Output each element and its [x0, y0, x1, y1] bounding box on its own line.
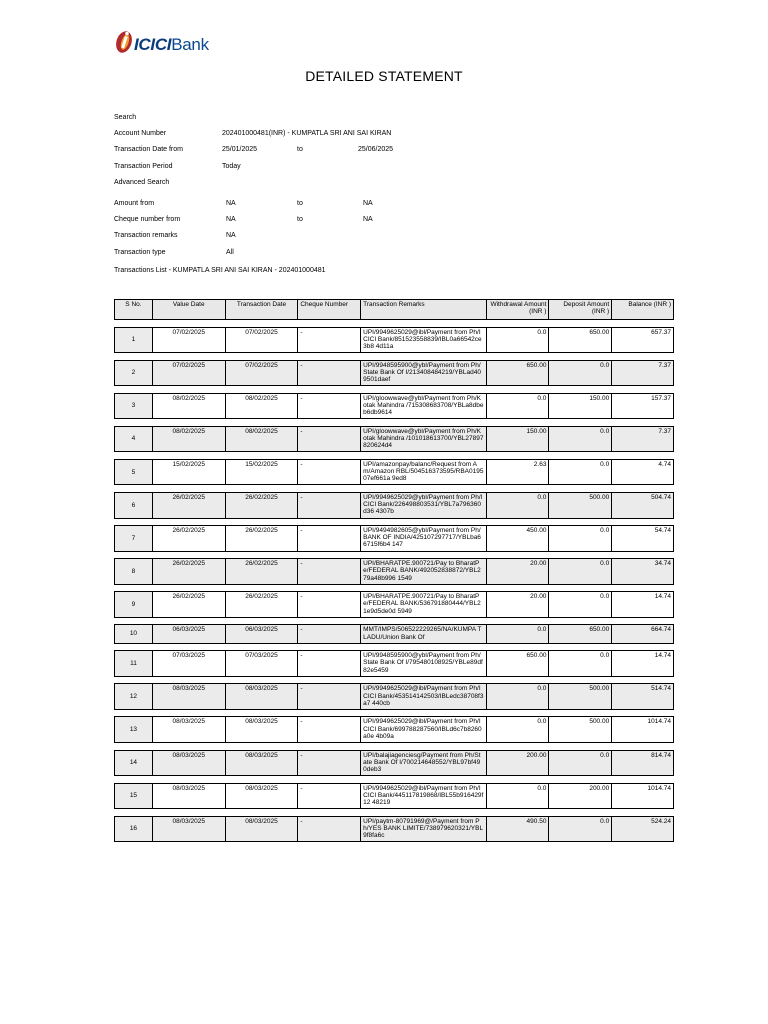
cell-balance: 524.24 — [612, 817, 673, 842]
header-balance: Balance (INR ) — [612, 300, 673, 319]
cell-balance: 14.74 — [654, 593, 671, 601]
cell-transaction-date: 07/02/2025 — [226, 361, 299, 386]
cell-withdrawal: 20.00 — [487, 559, 550, 584]
cell-deposit: 0.0 — [549, 751, 612, 776]
table-row — [114, 492, 674, 519]
account-label: Account Number — [114, 130, 167, 138]
cell-balance: 514.74 — [612, 684, 673, 709]
cell-balance: 4.74 — [658, 460, 671, 468]
transactions-list-title: Transactions List - KUMPATLA SRI ANI SAI KIRAN - 202401000481 — [114, 267, 326, 274]
cell-remarks: UPI/paytm-80791969@/Payment from Ph/YES BANK LIMITE/738979620321/YBL9f8fa6c — [361, 817, 487, 842]
cell-value-date: 08/03/2025 — [153, 684, 226, 709]
amount-from-value: NA — [226, 199, 236, 207]
cell-value-date: 26/02/2025 — [153, 592, 226, 617]
cell-deposit: 500.00 — [549, 717, 612, 742]
cell-cheque-number: - — [298, 784, 361, 809]
cell-cheque-number: - — [298, 526, 361, 551]
date-to-label: to — [297, 146, 303, 154]
cell-value-date: 06/03/2025 — [153, 625, 226, 642]
remarks-value: NA — [226, 232, 236, 240]
cell-withdrawal: 0.0 — [487, 394, 550, 419]
cell-balance: 1014.74 — [647, 718, 671, 726]
cell-remarks: UPI/9949625029@ibl/Payment from Ph/ICICI Bank/699788287560/IBLd6c7b8260a0e 4b09a — [361, 717, 487, 742]
cell-remarks: UPI/BHARATPE.900721/Pay to BharatPe/FEDERAL BANK/536791880444/YBL21e9d5de0d 5949 — [361, 592, 487, 617]
table-body — [114, 327, 674, 843]
page-title: DETAILED STATEMENT — [305, 68, 463, 84]
cell-transaction-date: 26/02/2025 — [226, 559, 299, 584]
cell-value-date: 08/03/2025 — [153, 784, 226, 809]
cell-transaction-date: 08/03/2025 — [226, 684, 299, 709]
period-label: Transaction Period — [114, 162, 173, 170]
date-from-label: Transaction Date from — [114, 146, 183, 154]
cell-remarks: UPI/amazonpay/balanc/Request from Am/Amazon RBL/504516373595/RBA019507ef661a 9ed8 — [361, 460, 487, 485]
amount-to-value: NA — [363, 199, 373, 207]
cheque-from-value: NA — [226, 216, 236, 224]
cell-balance: 34.74 — [612, 559, 673, 584]
cell-transaction-date: 26/02/2025 — [226, 592, 299, 617]
cell-remarks: UPI/9949625029@ibl/Payment from Ph/ICICI Bank/851523558839/IBL0a66542ce3b8 4d11a — [361, 328, 487, 353]
cell-remarks: UPI/9949625029@ybl/Payment from Ph/ICICI Bank/226498803531/YBL7a796360d36 4307b — [361, 493, 487, 518]
cell-deposit: 0.0 — [549, 651, 612, 676]
cell-transaction-date: 08/03/2025 — [226, 751, 299, 776]
cell-deposit: 500.00 — [549, 684, 612, 709]
cell-transaction-date: 07/03/2025 — [226, 651, 299, 676]
logo-text-bank: Bank — [171, 35, 209, 54]
remarks-label: Transaction remarks — [114, 232, 178, 240]
cell-sno: 6 — [115, 493, 153, 518]
cell-withdrawal: 150.00 — [487, 427, 550, 452]
cell-deposit: 0.0 — [549, 592, 612, 617]
search-heading-row — [114, 114, 674, 130]
period-value: Today — [222, 162, 241, 170]
cell-withdrawal: 200.00 — [487, 751, 550, 776]
cell-value-date: 26/02/2025 — [153, 526, 226, 551]
cell-withdrawal: 0.0 — [487, 717, 550, 742]
cell-cheque-number: - — [298, 717, 361, 742]
cell-deposit: 650.00 — [549, 328, 612, 353]
cell-cheque-number: - — [298, 625, 361, 642]
remarks-row — [114, 232, 674, 248]
cell-value-date: 07/03/2025 — [153, 651, 226, 676]
cell-deposit: 0.0 — [549, 559, 612, 584]
cell-cheque-number: - — [298, 460, 361, 485]
cell-remarks: MMT/IMPS/506522229265/NA/KUMPA TLADU/Union Bank Of — [361, 625, 487, 642]
table-row — [114, 783, 674, 810]
cell-balance: 664.74 — [612, 625, 673, 642]
date-range-row — [114, 146, 674, 162]
cell-transaction-date: 26/02/2025 — [226, 526, 299, 551]
cell-deposit: 200.00 — [549, 784, 612, 809]
cell-sno: 7 — [115, 526, 153, 551]
amount-label: Amount from — [114, 199, 155, 207]
cell-transaction-date: 15/02/2025 — [226, 460, 299, 485]
cell-remarks: UPI/9948595900@ybl/Payment from Ph/State Bank Of I/795480108925/YBLe89df82e5459 — [361, 651, 487, 676]
cell-withdrawal: 0.0 — [487, 328, 550, 353]
amount-to-label: to — [297, 199, 303, 207]
cell-remarks: UPI/9948595900@ybl/Payment from Ph/State Bank Of I/213408484219/YBLad409501daef — [361, 361, 487, 386]
cell-withdrawal: 0.0 — [487, 684, 550, 709]
cell-withdrawal: 2.63 — [487, 460, 550, 485]
table-row — [114, 591, 674, 618]
cell-transaction-date: 08/03/2025 — [226, 784, 299, 809]
cell-transaction-date: 08/02/2025 — [226, 427, 299, 452]
cell-transaction-date: 08/02/2025 — [226, 394, 299, 419]
cell-sno: 10 — [115, 625, 153, 642]
logo-text-icici: ICICI — [134, 35, 172, 54]
cell-remarks: UPI/9494982605@ybl/Payment from Ph/BANK OF INDIA/425107297717/YBLba66715f6b4 147 — [361, 526, 487, 551]
cell-sno: 16 — [115, 817, 153, 842]
type-row — [114, 249, 674, 265]
cell-balance: 7.37 — [612, 361, 673, 386]
cell-withdrawal: 0.0 — [487, 625, 550, 642]
cell-deposit: 0.0 — [549, 460, 612, 485]
search-criteria — [114, 114, 674, 265]
header-deposit: Deposit Amount (INR ) — [549, 300, 612, 319]
cheque-to-value: NA — [363, 216, 373, 224]
cell-value-date: 08/03/2025 — [153, 717, 226, 742]
cell-deposit: 0.0 — [549, 361, 612, 386]
table-row — [114, 558, 674, 585]
type-value: All — [226, 248, 234, 256]
cell-transaction-date: 08/03/2025 — [226, 817, 299, 842]
cell-remarks: UPI/9949625029@ibl/Payment from Ph/ICICI Bank/445117819868/IBL55b916429f12 48219 — [361, 784, 487, 809]
cell-balance: 14.74 — [654, 652, 671, 660]
cell-sno: 14 — [115, 751, 153, 776]
cell-cheque-number: - — [298, 394, 361, 419]
cell-sno: 3 — [115, 394, 153, 419]
cell-cheque-number: - — [298, 651, 361, 676]
cell-value-date: 07/02/2025 — [153, 328, 226, 353]
table-row — [114, 816, 674, 843]
table-row — [114, 393, 674, 420]
cell-balance: 157.37 — [651, 394, 671, 402]
cell-sno: 8 — [115, 559, 153, 584]
cell-remarks: UPI/BHARATPE.900721/Pay to BharatPe/FEDERAL BANK/492052838872/YBL279a48b996 1549 — [361, 559, 487, 584]
cell-value-date: 15/02/2025 — [153, 460, 226, 485]
cell-value-date: 08/03/2025 — [153, 751, 226, 776]
header-cheque-number: Cheque Number — [298, 300, 361, 319]
cell-cheque-number: - — [298, 559, 361, 584]
cell-cheque-number: - — [298, 427, 361, 452]
date-from-value: 25/01/2025 — [222, 146, 258, 154]
cell-sno: 5 — [115, 460, 153, 485]
type-label: Transaction type — [114, 248, 166, 256]
cell-remarks: UPI/balajiagenciesg/Payment from Ph/State Bank Of I/700214648552/YBL97bf490deb3 — [361, 751, 487, 776]
cell-deposit: 0.0 — [549, 817, 612, 842]
cell-sno: 2 — [115, 361, 153, 386]
cell-balance: 814.74 — [612, 751, 673, 776]
cheque-row — [114, 216, 674, 232]
cell-withdrawal: 650.00 — [487, 651, 550, 676]
cheque-label: Cheque number from — [114, 216, 181, 224]
cell-sno: 12 — [115, 684, 153, 709]
cell-cheque-number: - — [298, 493, 361, 518]
cell-transaction-date: 08/03/2025 — [226, 717, 299, 742]
header-value-date: Value Date — [153, 300, 226, 319]
advanced-search-label: Advanced Search — [114, 178, 170, 186]
table-row — [114, 525, 674, 552]
cell-deposit: 500.00 — [549, 493, 612, 518]
cell-cheque-number: - — [298, 817, 361, 842]
cell-value-date: 07/02/2025 — [153, 361, 226, 386]
cell-remarks: UPI/gloowwave@ybl/Payment from Ph/Kotak Mahindra /715308683708/YBLa8dbeb6db9614 — [361, 394, 487, 419]
search-heading: Search — [114, 114, 137, 121]
table-row — [114, 650, 674, 677]
table-header — [114, 299, 674, 320]
table-row — [114, 683, 674, 710]
cell-sno: 4 — [115, 427, 153, 452]
period-row — [114, 163, 674, 179]
cell-cheque-number: - — [298, 592, 361, 617]
table-row — [114, 327, 674, 354]
transactions-table — [114, 299, 674, 842]
cell-cheque-number: - — [298, 751, 361, 776]
cell-transaction-date: 07/02/2025 — [226, 328, 299, 353]
header-transaction-remarks: Transaction Remarks — [361, 300, 487, 319]
table-row — [114, 459, 674, 486]
cell-cheque-number: - — [298, 361, 361, 386]
cell-sno: 13 — [115, 717, 153, 742]
cell-sno: 9 — [115, 592, 153, 617]
cell-balance: 1014.74 — [647, 784, 671, 792]
header-transaction-date: Transaction Date — [226, 300, 299, 319]
cell-balance: 504.74 — [612, 493, 673, 518]
cell-withdrawal: 650.00 — [487, 361, 550, 386]
header-withdrawal: Withdrawal Amount (INR ) — [487, 300, 550, 319]
table-row — [114, 360, 674, 387]
cell-withdrawal: 0.0 — [487, 493, 550, 518]
cell-withdrawal: 450.00 — [487, 526, 550, 551]
cell-withdrawal: 0.0 — [487, 784, 550, 809]
icici-bank-logo — [114, 28, 244, 58]
cell-deposit: 150.00 — [549, 394, 612, 419]
cell-value-date: 08/02/2025 — [153, 394, 226, 419]
account-value: 202401000481(INR) - KUMPATLA SRI ANI SAI KIRAN — [222, 130, 392, 138]
cell-withdrawal: 490.50 — [487, 817, 550, 842]
cell-balance: 54.74 — [654, 527, 671, 535]
cheque-to-label: to — [297, 216, 303, 224]
cell-cheque-number: - — [298, 684, 361, 709]
header-sno: S No. — [115, 300, 153, 319]
cell-transaction-date: 06/03/2025 — [226, 625, 299, 642]
cell-remarks: UPI/9949625029@ibl/Payment from Ph/ICICI Bank/453514142503/IBLedc38708f3a7 440cb — [361, 684, 487, 709]
cell-value-date: 26/02/2025 — [153, 559, 226, 584]
table-row — [114, 624, 674, 643]
cell-deposit: 0.0 — [549, 526, 612, 551]
cell-sno: 1 — [115, 328, 153, 353]
table-row — [114, 426, 674, 453]
cell-cheque-number: - — [298, 328, 361, 353]
cell-value-date: 08/03/2025 — [153, 817, 226, 842]
cell-transaction-date: 26/02/2025 — [226, 493, 299, 518]
cell-value-date: 26/02/2025 — [153, 493, 226, 518]
icici-logo-mark-icon — [114, 28, 136, 58]
amount-row — [114, 200, 674, 216]
cell-withdrawal: 20.00 — [487, 592, 550, 617]
cell-sno: 15 — [115, 784, 153, 809]
logo-wordmark — [134, 35, 209, 55]
table-row — [114, 750, 674, 777]
table-row — [114, 716, 674, 743]
cell-sno: 11 — [115, 651, 153, 676]
cell-deposit: 650.00 — [549, 625, 612, 642]
advanced-search-row — [114, 179, 674, 195]
cell-remarks: UPI/gloowwave@ybl/Payment from Ph/Kotak Mahindra /101018613700/YBL27897820624d4 — [361, 427, 487, 452]
cell-balance: 657.37 — [651, 328, 671, 336]
cell-deposit: 0.0 — [549, 427, 612, 452]
cell-value-date: 08/02/2025 — [153, 427, 226, 452]
date-to-value: 25/06/2025 — [358, 146, 394, 154]
cell-balance: 7.37 — [612, 427, 673, 452]
account-row — [114, 130, 674, 146]
